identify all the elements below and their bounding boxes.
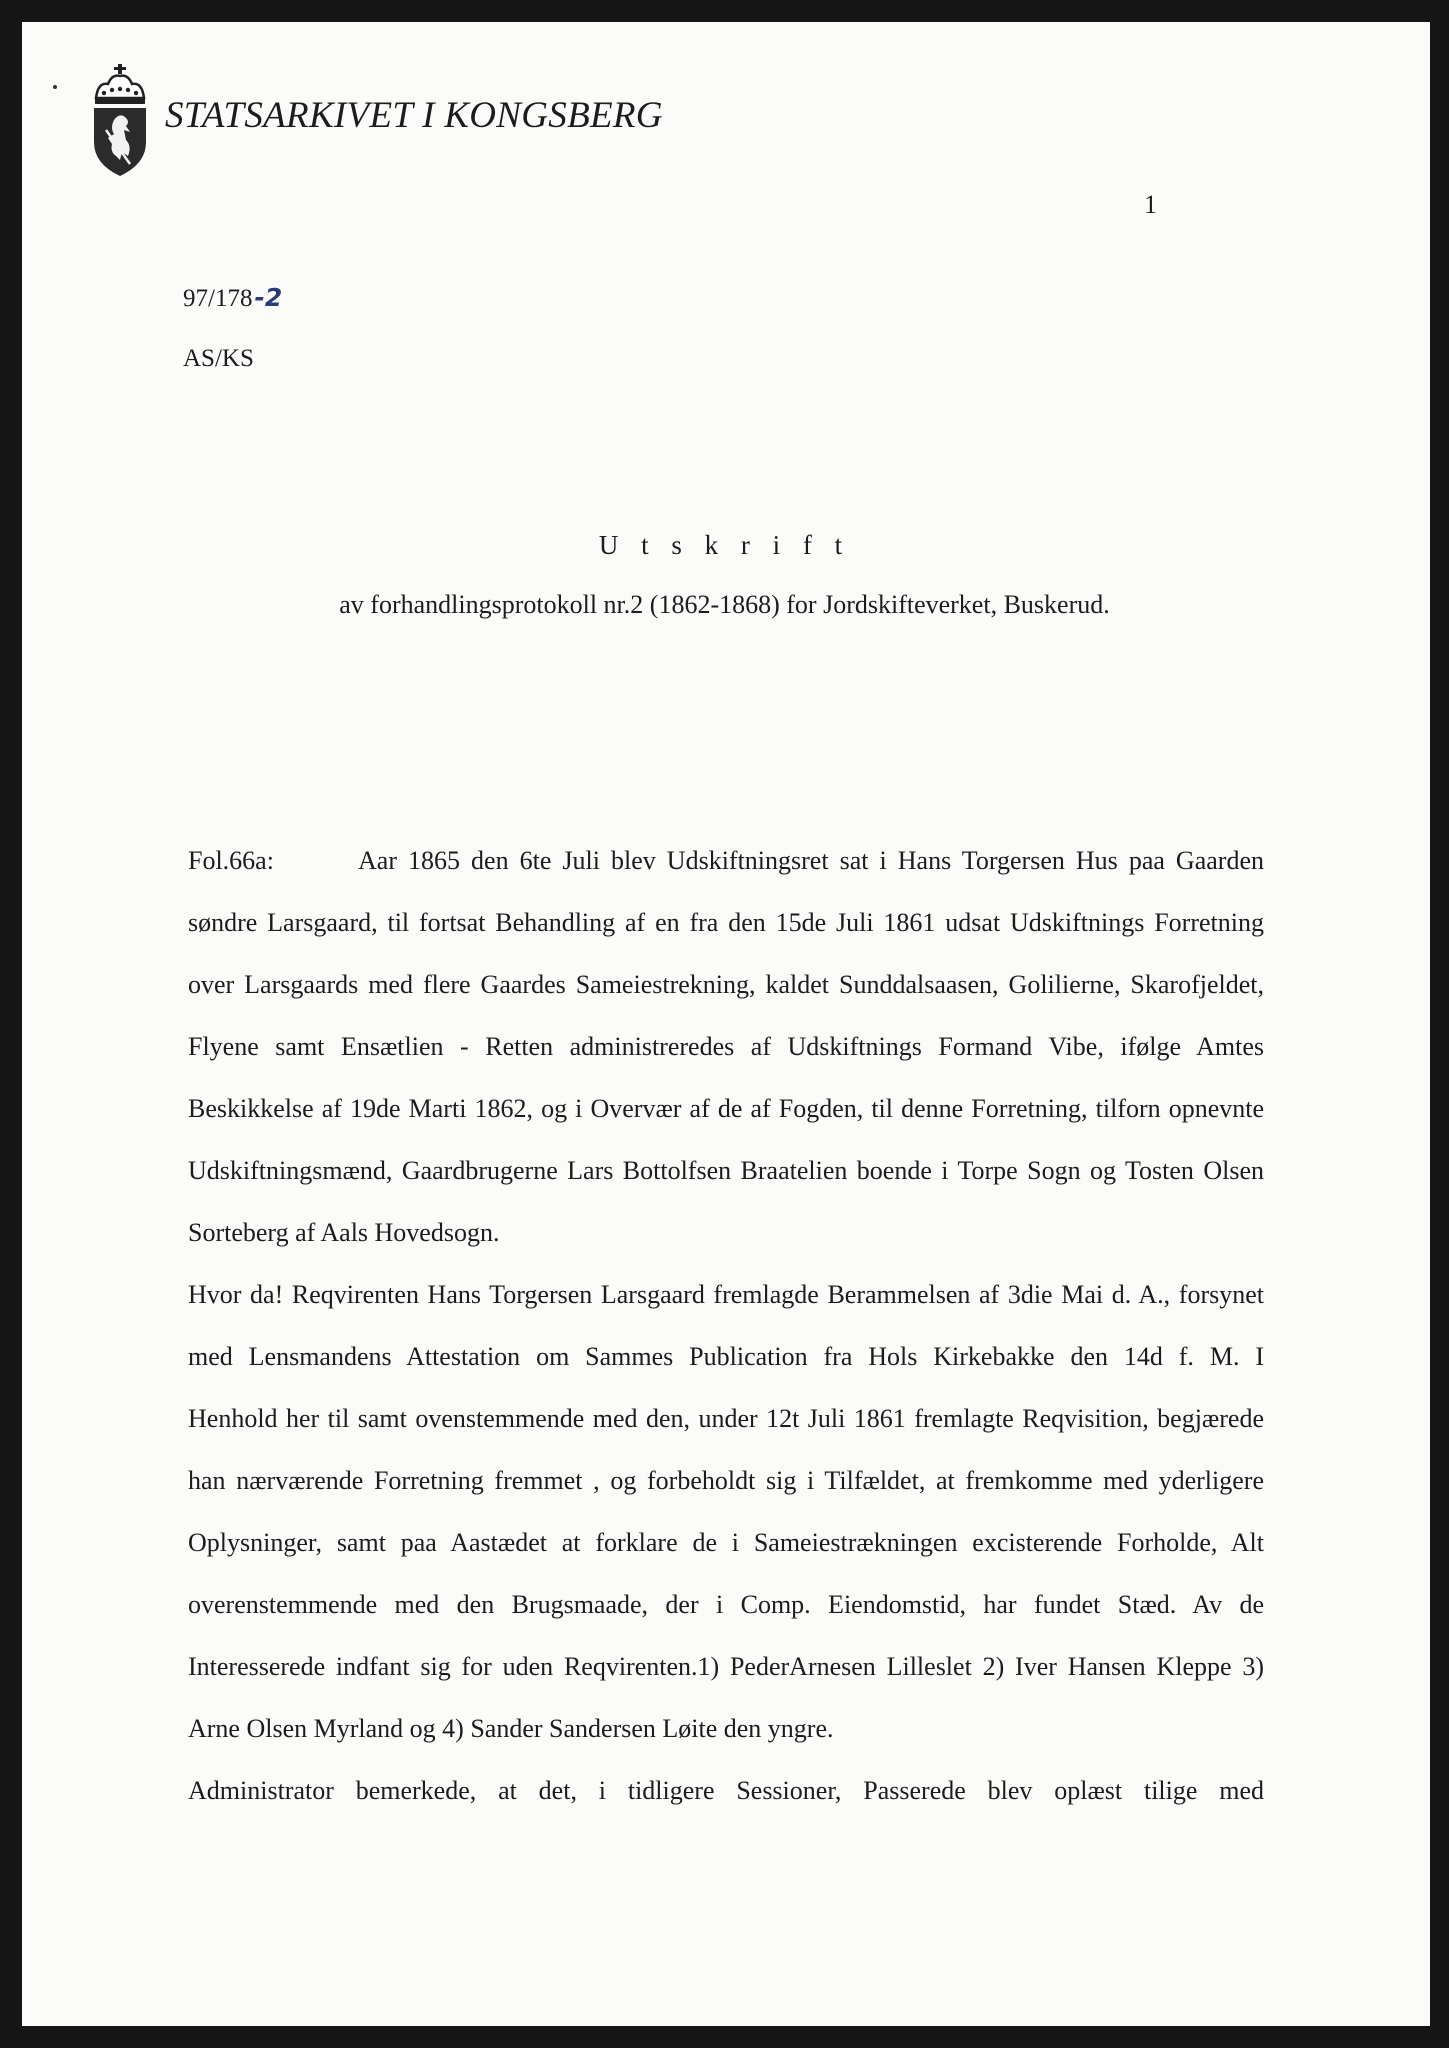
text-line: med Lensmandens Attestation om Sammes Publication fra Hols Kirkebakke den 14d f. M. I [188,1342,1264,1371]
text-line: Beskikkelse af 19de Marti 1862, og i Overvær af de af Fogden, til denne Forretning, tilforn opnevnte [188,1094,1264,1123]
text-line: han nærværende Forretning fremmet , og forbeholdt sig i Tilfældet, at fremkomme med yderligere [188,1466,1264,1495]
author-initials: AS/KS [183,345,254,372]
folio-reference: Fol.66a: [188,846,274,875]
coat-of-arms-icon [90,60,150,180]
text-line: Sorteberg af Aals Hovedsogn. [188,1218,500,1247]
text-line-content: Aar 1865 den 6te Juli blev Udskiftningsret sat i Hans Torgersen Hus paa Gaarden [358,846,1264,875]
text-line: søndre Larsgaard, til fortsat Behandling af en fra den 15de Juli 1861 udsat Udskiftnings Forretning [188,908,1264,937]
document-title: U t s k r i f t [598,530,851,560]
text-line: Henhold her til samt ovenstemmende med den, under 12t Juli 1861 fremlagte Reqvisition, begjærede [188,1404,1264,1433]
text-line [188,830,1264,892]
handwritten-reference-suffix: -2 [254,283,283,312]
text-line: Administrator bemerkede, at det, i tidligere Sessioner, Passerede blev oplæst tilige med [188,1776,1264,1805]
text-line: Oplysninger, samt paa Aastædet at forklare de i Sameiestrækningen excisterende Forholde, Alt [188,1528,1264,1557]
document-subtitle: av forhandlingsprotokoll nr.2 (1862-1868) for Jordskifteverket, Buskerud. [339,590,1110,619]
archive-title: STATSARKIVET I KONGSBERG [165,95,663,136]
reference-text: 97/178 [183,285,253,312]
text-line: over Larsgaards med flere Gaardes Sameiestrekning, kaldet Sunddalsaasen, Golilierne, Skarofjeldet, [188,970,1264,999]
text-line: overenstemmende med den Brugsmaade, der i Comp. Eiendomstid, har fundet Stæd. Av de [188,1590,1264,1619]
text-line: Hvor da! Reqvirenten Hans Torgersen Larsgaard fremlagde Berammelsen af 3die Mai d. A., forsynet [188,1280,1264,1309]
text-line: Flyene samt Ensætlien - Retten administreredes af Udskiftnings Formand Vibe, ifølge Amtes [188,1032,1264,1061]
transcription-body [188,830,1264,1822]
text-line: Arne Olsen Myrland og 4) Sander Sandersen Løite den yngre. [188,1714,834,1743]
text-line: Udskiftningsmænd, Gaardbrugerne Lars Bottolfsen Braatelien boende i Torpe Sogn og Tosten Olsen [188,1156,1264,1185]
reference-number [183,283,282,313]
text-line: Interesserede indfant sig for uden Reqvirenten.1) PederArnesen Lilleslet 2) Iver Hansen Kleppe 3) [188,1652,1264,1681]
scan-speck [53,85,57,89]
page-number: 1 [1144,190,1157,219]
